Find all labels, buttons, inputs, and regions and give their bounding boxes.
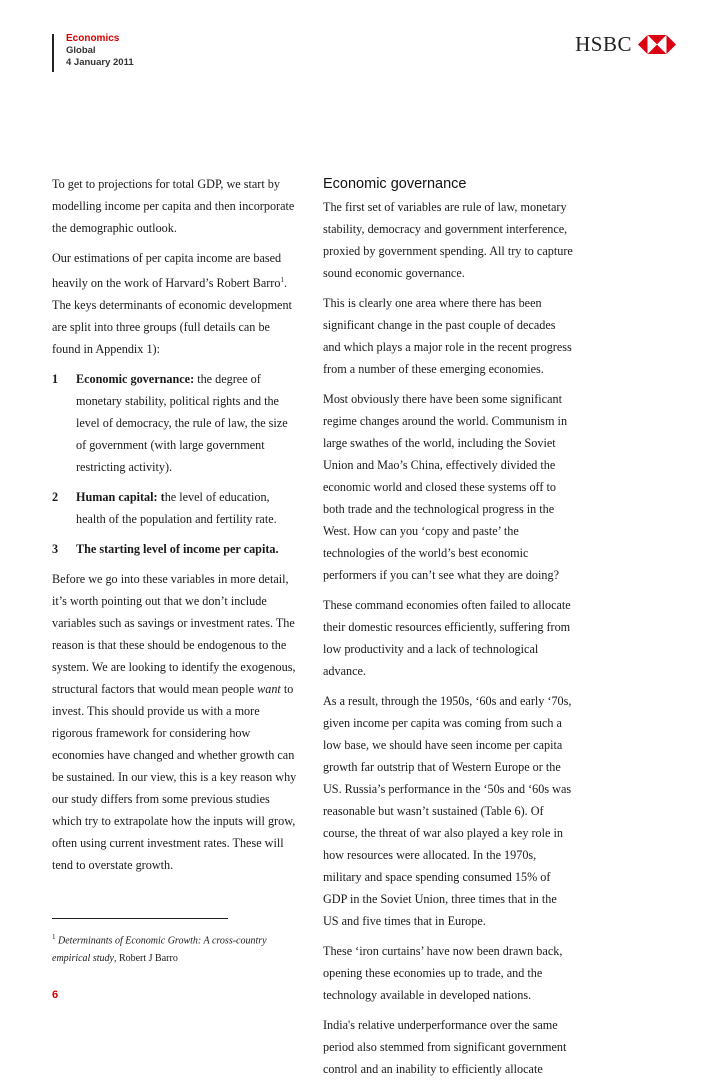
header-rule (52, 34, 54, 72)
variables-paragraph: Before we go into these variables in more detail, it’s worth pointing out that we don’t include variables such as savings or investment rates. The reason is that these should be endogenous to the system. We are looking to identify the exogenous, structural factors that would mean people want to invest. This should provide us with a more rigorous framework for considering how economies have changed and whether growth can be sustained. In our view, this is a key reason why our study differs from some previous studies which try to extrapolate how the inputs will grow, often using current investment rates. These will tend to overstate growth. (52, 572, 297, 873)
body-paragraph: India's relative underperformance over the same period also stemmed from significant government control and an inability to efficiently allocate (323, 1018, 567, 1076)
report-header (66, 33, 134, 69)
region-label: Global (66, 45, 96, 56)
page-number: 6 (52, 989, 59, 1001)
intro-paragraph: To get to projections for total GDP, we start by modelling income per capita and then incorporate the demographic outlook. (52, 177, 295, 235)
list-item: 1 Economic governance: the degree of monetary stability, political rights and the level of democracy, the rule of law, the size of government (with large government restricting activity). (52, 368, 300, 478)
section-label: Economics (66, 33, 120, 44)
footnote-marker: 1 (52, 933, 56, 941)
right-column (323, 173, 575, 1088)
body-paragraph: This is clearly one area where there has been significant change in the past couple of decades and which plays a major role in the recent progress from a number of these emerging economies. (323, 296, 572, 376)
barro-paragraph: Our estimations of per capita income are based heavily on the work of Harvard’s Robert Barro$^1$. The keys determinants of economic development are split into three groups (full details can be found in Appendix 1): (52, 251, 292, 357)
footnote-author: , Robert J Barro (113, 953, 178, 965)
body-paragraph: These ‘iron curtains’ have now been drawn back, opening these economies up to trade, and the technology available in developed nations. (323, 944, 563, 1002)
footnote-rule (52, 918, 228, 919)
body-paragraph: As a result, through the 1950s, ‘60s and early ‘70s, given income per capita was coming from such a low base, we should have seen income per capita growth far outstrip that of Western Europe or the US. Russia’s performance in the ‘50s and ‘60s was reasonable but wasn’t sustained (Table 6). Of course, the threat of war also played a key role in how resources were allocated. In the 1970s, military and space spending consumed 15% of GDP in the Soviet Union, three times that in the US and five times that in Europe. (323, 694, 572, 928)
section-heading: Economic governance (323, 176, 467, 192)
list-item: 3 The starting level of income per capita. (52, 538, 300, 560)
left-column (52, 173, 300, 884)
hsbc-logo (575, 32, 676, 57)
footnote-ref: 1 (280, 276, 284, 284)
list-number: 1 (52, 372, 59, 387)
body-paragraph: The first set of variables are rule of law, monetary stability, democracy and government interference, proxied by government spending. All try to capture sound economic governance. (323, 200, 573, 280)
report-date: 4 January 2011 (66, 57, 134, 68)
hexagon-logo-icon (638, 35, 676, 54)
footnote (52, 928, 302, 968)
list-item: 2 Human capital: the level of education, health of the population and fertility rate. (52, 486, 300, 530)
footnote-title: Determinants of Economic Growth: A cross-country empirical study (52, 935, 267, 965)
list-number: 2 (52, 490, 59, 505)
body-paragraph: These command economies often failed to allocate their domestic resources efficiently, suffering from low productivity and a lack of technological advance. (323, 598, 571, 678)
body-paragraph: Most obviously there have been some significant regime changes around the world. Communism in large swathes of the world, including the Soviet Union and Mao’s China, effectively divided the economic world and closed these systems off to both trade and the technological progress in the West. How can you ‘copy and paste’ the technologies of the world’s best economic performers if you can’t see what they are doing? (323, 392, 568, 582)
logo-wordmark: HSBC (575, 32, 632, 56)
list-number: 3 (52, 542, 59, 557)
